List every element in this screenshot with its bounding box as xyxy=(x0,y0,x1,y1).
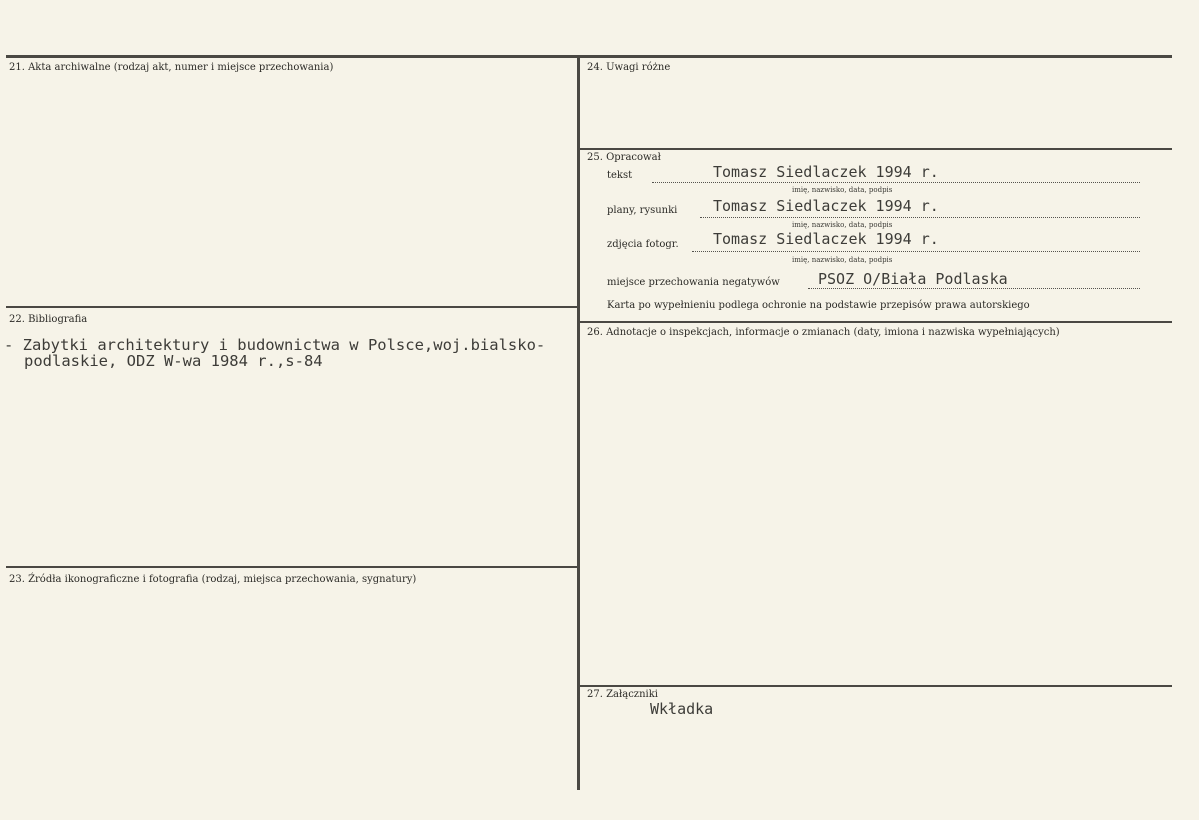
plany-caption: imię, nazwisko, data, podpis xyxy=(792,221,893,229)
tekst-caption: imię, nazwisko, data, podpis xyxy=(792,186,893,194)
copyright-note: Karta po wypełnieniu podlega ochronie na podstawie przepisów prawa autorskiego xyxy=(607,300,1030,311)
negatywy-label: miejsce przechowania negatywów xyxy=(607,277,780,288)
section-26-title: 26. Adnotacje o inspekcjach, informacje o zmianach (daty, imiona i nazwiska wypełniających) xyxy=(587,327,1060,338)
rule-23 xyxy=(6,566,577,568)
bibliography-line-1: - Zabytki architektury i budownictwa w Polsce,woj.bialsko- xyxy=(4,336,546,354)
zdjecia-value: Tomasz Siedlaczek 1994 r. xyxy=(713,230,939,248)
tekst-value: Tomasz Siedlaczek 1994 r. xyxy=(713,163,939,181)
tekst-line xyxy=(652,182,1140,183)
negatywy-value: PSOZ O/Biała Podlaska xyxy=(818,270,1008,288)
section-24-title: 24. Uwagi różne xyxy=(587,62,671,73)
rule-26 xyxy=(580,321,1172,323)
negatywy-line xyxy=(808,288,1140,289)
plany-label: plany, rysunki xyxy=(607,205,678,216)
zdjecia-caption: imię, nazwisko, data, podpis xyxy=(792,256,893,264)
section-22-title: 22. Bibliografia xyxy=(9,314,88,325)
bibliography-line-2: podlaskie, ODZ W-wa 1984 r.,s-84 xyxy=(24,352,323,370)
zdjecia-line xyxy=(692,251,1140,252)
section-23-title: 23. Źródła ikonograficzne i fotografia (rodzaj, miejsca przechowania, sygnatury) xyxy=(9,574,417,585)
zdjecia-label: zdjęcia fotogr. xyxy=(607,239,679,250)
section-27-title: 27. Załączniki xyxy=(587,689,658,700)
center-divider xyxy=(577,58,580,790)
tekst-label: tekst xyxy=(607,170,633,181)
rule-22 xyxy=(6,306,577,308)
plany-value: Tomasz Siedlaczek 1994 r. xyxy=(713,197,939,215)
section-25-title: 25. Opracował xyxy=(587,152,661,163)
plany-line xyxy=(700,217,1140,218)
section-21-title: 21. Akta archiwalne (rodzaj akt, numer i miejsce przechowania) xyxy=(9,62,334,73)
rule-27 xyxy=(580,685,1172,687)
top-rule xyxy=(6,55,1172,58)
attachments-value: Wkładka xyxy=(650,700,714,718)
rule-25 xyxy=(580,148,1172,150)
